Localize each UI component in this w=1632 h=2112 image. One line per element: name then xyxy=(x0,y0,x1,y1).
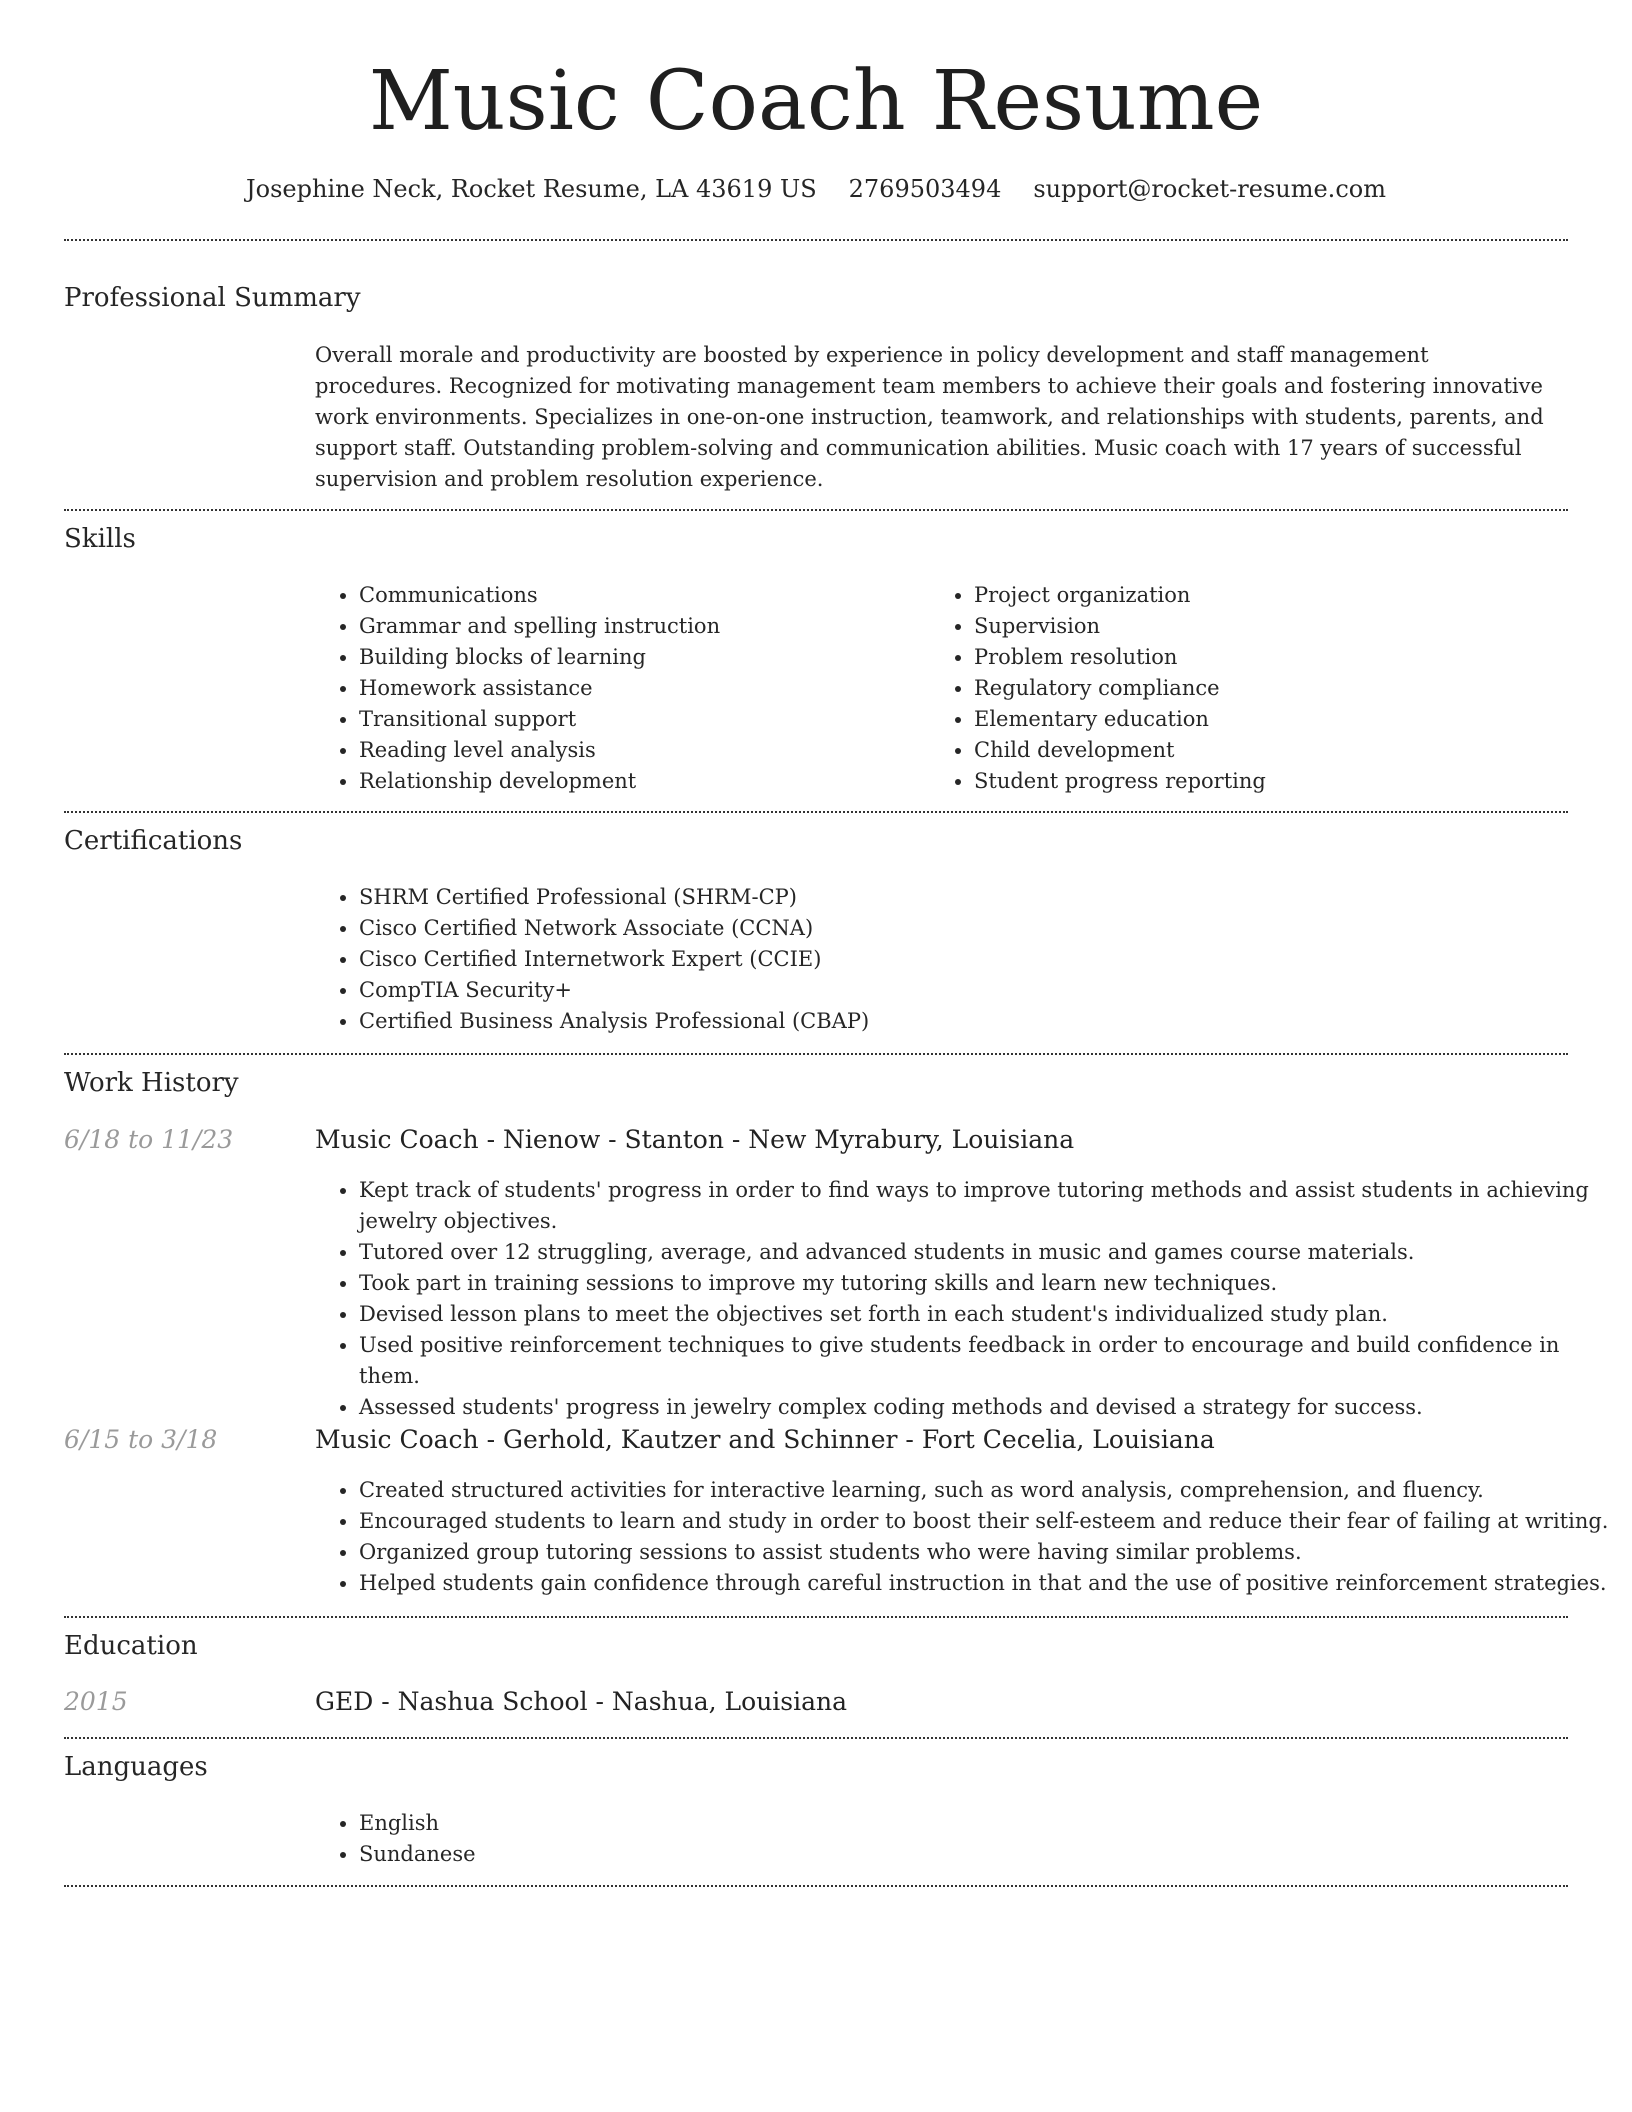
contact-phone: 2769503494 xyxy=(848,175,1002,203)
job-bullet: • Tutored over 12 struggling, average, and advanced students in music and games course materials. xyxy=(359,1237,1609,1268)
skill-item: • Student progress reporting xyxy=(974,766,1574,797)
job-title: Music Coach - Gerhold, Kautzer and Schinner - Fort Cecelia, Louisiana xyxy=(315,1425,1215,1454)
section-divider xyxy=(64,1737,1568,1739)
contact-email: support@rocket-resume.com xyxy=(1033,175,1386,203)
skill-item: • Regulatory compliance xyxy=(974,673,1574,704)
resume-title: Music Coach Resume xyxy=(368,54,1264,149)
certification-item: • Cisco Certified Network Associate (CCNA) xyxy=(359,913,1559,944)
job-title: Music Coach - Nienow - Stanton - New Myrabury, Louisiana xyxy=(315,1125,1075,1154)
summary-text: Overall morale and productivity are boosted by experience in policy development and staff management procedures. Recognized for motivating management team members to achieve their goals and fostering innovative work environments. Specializes in one-on-one instruction, teamwork, and relationships with students, parents, and support staff. Outstanding problem-solving and communication abilities. Music coach with 17 years of successful supervision and problem resolution experience. xyxy=(315,343,1544,491)
job-bullet: • Organized group tutoring sessions to assist students who were having similar problems. xyxy=(359,1537,1609,1568)
skill-item: • Relationship development xyxy=(359,766,919,797)
job-dates: 6/15 to 3/18 xyxy=(64,1425,218,1454)
job-bullet: • Used positive reinforcement techniques to give students feedback in order to encourage and build confidence in them. xyxy=(359,1330,1609,1392)
job-bullet: • Created structured activities for interactive learning, such as word analysis, comprehension, and fluency. xyxy=(359,1475,1609,1506)
job-bullet: • Kept track of students' progress in order to find ways to improve tutoring methods and assist students in achieving jewelry objectives. xyxy=(359,1175,1609,1237)
language-item: • Sundanese xyxy=(359,1839,959,1870)
section-divider xyxy=(64,239,1568,241)
skill-item: • Homework assistance xyxy=(359,673,919,704)
skill-item: • Building blocks of learning xyxy=(359,642,919,673)
section-divider xyxy=(64,1616,1568,1618)
skill-item: • Transitional support xyxy=(359,704,919,735)
section-divider xyxy=(64,1885,1568,1887)
certifications-heading: Certifications xyxy=(64,826,243,856)
certification-item: • SHRM Certified Professional (SHRM-CP) xyxy=(359,882,1559,913)
education-heading: Education xyxy=(64,1631,198,1661)
work-history-heading: Work History xyxy=(64,1068,239,1098)
contact-address: Josephine Neck, Rocket Resume, LA 43619 US xyxy=(246,175,817,203)
language-item: • English xyxy=(359,1808,959,1839)
skill-item: • Reading level analysis xyxy=(359,735,919,766)
skill-item: • Supervision xyxy=(974,611,1574,642)
section-divider xyxy=(64,811,1568,813)
certification-item: • Certified Business Analysis Professional (CBAP) xyxy=(359,1006,1559,1037)
job-bullets xyxy=(315,1175,1609,1423)
languages-list xyxy=(315,1808,959,1870)
skill-item: • Child development xyxy=(974,735,1574,766)
certification-item: • Cisco Certified Internetwork Expert (CCIE) xyxy=(359,944,1559,975)
job-dates: 6/18 to 11/23 xyxy=(64,1125,234,1154)
skills-list-left xyxy=(315,580,919,797)
skill-item: • Project organization xyxy=(974,580,1574,611)
skill-item: • Elementary education xyxy=(974,704,1574,735)
languages-heading: Languages xyxy=(64,1752,208,1782)
job-bullet: • Took part in training sessions to improve my tutoring skills and learn new techniques. xyxy=(359,1268,1609,1299)
job-bullet: • Assessed students' progress in jewelry complex coding methods and devised a strategy for success. xyxy=(359,1392,1609,1423)
skill-item: • Problem resolution xyxy=(974,642,1574,673)
education-entry: GED - Nashua School - Nashua, Louisiana xyxy=(315,1687,848,1716)
section-divider xyxy=(64,509,1568,511)
summary-heading: Professional Summary xyxy=(64,283,361,313)
education-year: 2015 xyxy=(64,1687,128,1716)
skills-list-right xyxy=(930,580,1574,797)
skill-item: • Communications xyxy=(359,580,919,611)
contact-line xyxy=(0,170,1632,208)
skill-item: • Grammar and spelling instruction xyxy=(359,611,919,642)
section-divider xyxy=(64,1053,1568,1055)
certification-item: • CompTIA Security+ xyxy=(359,975,1559,1006)
job-bullet: • Encouraged students to learn and study in order to boost their self-esteem and reduce their fear of failing at writing. xyxy=(359,1506,1609,1537)
job-bullets xyxy=(315,1475,1609,1599)
job-bullet: • Helped students gain confidence through careful instruction in that and the use of positive reinforcement strategies. xyxy=(359,1568,1609,1599)
skills-heading: Skills xyxy=(64,524,136,554)
job-bullet: • Devised lesson plans to meet the objectives set forth in each student's individualized study plan. xyxy=(359,1299,1609,1330)
certifications-list xyxy=(315,882,1559,1037)
